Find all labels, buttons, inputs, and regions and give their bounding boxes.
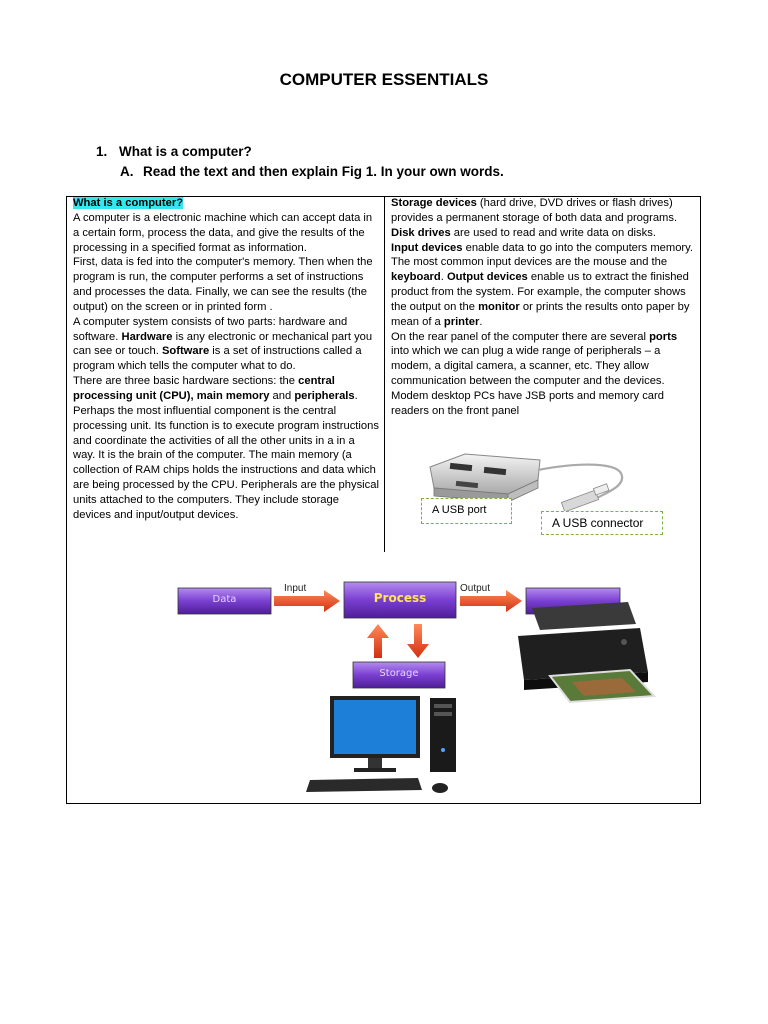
question-number: 1.: [96, 144, 108, 159]
process-box-label: Process: [373, 591, 427, 605]
term-software: Software: [161, 345, 210, 358]
usb-connector-label: A USB connector: [541, 511, 663, 535]
storage-up-arrow: [367, 624, 389, 658]
sub-question-letter: A.: [120, 164, 134, 179]
data-box-label: Data: [212, 594, 237, 605]
term-peripherals: peripherals: [294, 389, 355, 402]
left-column: [73, 196, 379, 523]
left-heading: What is a computer?: [73, 197, 184, 209]
usb-port-label: A USB port: [421, 498, 512, 524]
right-column: [391, 196, 697, 419]
question-heading: [96, 144, 252, 159]
question-text: What is a computer?: [119, 144, 252, 159]
right-paragraph-disk: Disk drives are used to read and write data on disks.: [391, 226, 656, 239]
term-cpu: central processing unit (CPU), main memory: [73, 375, 335, 402]
left-paragraph-2: First, data is fed into the computer's memory. Then when the program is run, the computer performs a set of instructions and processes the data. Finally, we can see the results (the output) on the screen or in printed form .: [73, 256, 373, 313]
storage-down-arrow: [407, 624, 429, 658]
document-title: COMPUTER ESSENTIALS: [279, 70, 489, 89]
sub-question-text: Read the text and then explain Fig 1. In your own words.: [143, 164, 504, 179]
sub-question: [120, 164, 504, 179]
right-paragraph-ports: On the rear panel of the computer there are several ports into which we can plug a wide range of peripherals – a modem, a digital camera, a scanner, etc. They allow communication between the computer and the devices. Modem desktop PCs have JSB ports and memory card readers on the front panel: [391, 330, 678, 417]
desktop-computer-illustration: [306, 694, 466, 798]
left-paragraph-5: Perhaps the most influential component is the central processing unit. Its function is to execute program instructions and coordinate the activities of all the other units in a in a way. It is the brain of the computer. The main memory (a collection of RAM chips holds the instructions and data which are being processed by the CPU. Peripherals are the physical units attached to the computers. They include storage devices and input/output devices.: [73, 404, 379, 521]
left-paragraph-3: A computer system consists of two parts: hardware and software. Hardware is any electronic or mechanical part you can see or touch. Software is a set of instructions called a program which tells the computer what to do.: [73, 315, 373, 373]
input-arrow-label: Input: [284, 583, 307, 594]
left-paragraph-1: A computer is a electronic machine which can accept data in a certain form, process the data, and give the results of the processing in a specified format as information.: [73, 211, 373, 254]
storage-box-label: Storage: [379, 668, 419, 679]
right-paragraph-storage: Storage devices (hard drive, DVD drives or flash drives) provides a permanent storage of both data and programs.: [391, 197, 678, 224]
term-hardware: Hardware: [121, 330, 173, 343]
printer-illustration: [512, 598, 658, 708]
column-divider: [384, 196, 385, 552]
right-paragraph-io: Input devices enable data to go into the computers memory. The most common input devices are the mouse and the keyboard. Output devices enable us to extract the finished product from the system. For example, the computer shows the output on the monitor or prints the results onto paper by mean of a printer.: [391, 241, 694, 328]
output-arrow-label: Output: [460, 583, 491, 594]
left-paragraph-4: There are three basic hardware sections: the central processing unit (CPU), main memory and peripherals.: [73, 375, 358, 402]
